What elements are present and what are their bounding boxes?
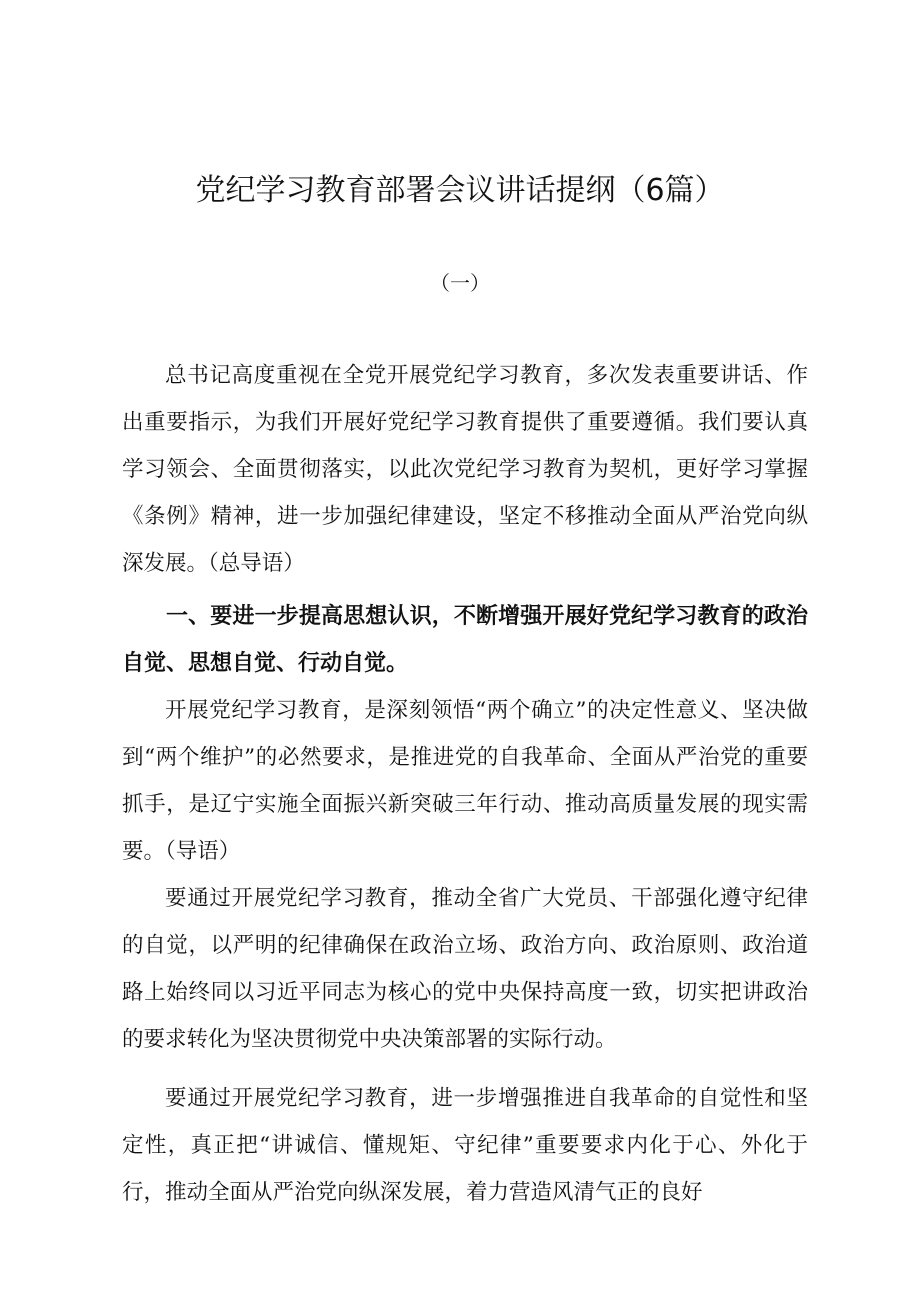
- section-heading-1: 一、要进一步提高思想认识，不断增强开展好党纪学习教育的政治自觉、思想自觉、行动自觉。: [122, 604, 808, 676]
- paragraph-intro: 总书记高度重视在全党开展党纪学习教育，多次发表重要讲话、作出重要指示，为我们开展好党纪学习教育提供了重要遵循。我们要认真学习领会、全面贯彻落实，以此次党纪学习教育为契机，更好学习掌握《条例》精神，进一步加强纪律建设，坚定不移推动全面从严治党向纵深发展。（总导语）: [122, 363, 808, 576]
- document-body: [122, 352, 808, 1216]
- paragraph-2: 要通过开展党纪学习教育，推动全省广大党员、干部强化遵守纪律的自觉，以严明的纪律确保在政治立场、政治方向、政治原则、政治道路上始终同以习近平同志为核心的党中央保持高度一致，切实把讲政治的要求转化为坚决贯彻党中央决策部署的实际行动。: [122, 886, 808, 1052]
- section-number: （一）: [430, 271, 490, 295]
- paragraph-3: 要通过开展党纪学习教育，进一步增强推进自我革命的自觉性和坚定性，真正把“讲诚信、懂规矩、守纪律”重要要求内化于心、外化于行，推动全面从严治党向纵深发展，着力营造风清气正的良好: [122, 1086, 808, 1205]
- paragraph-1: 开展党纪学习教育，是深刻领悟“两个确立”的决定性意义、坚决做到“两个维护”的必然要求，是推进党的自我革命、全面从严治党的重要抓手，是辽宁实施全面振兴新突破三年行动、推动高质量发展的现实需要。（导语）: [122, 698, 808, 864]
- document-title: 党纪学习教育部署会议讲话提纲（6篇）: [195, 173, 725, 208]
